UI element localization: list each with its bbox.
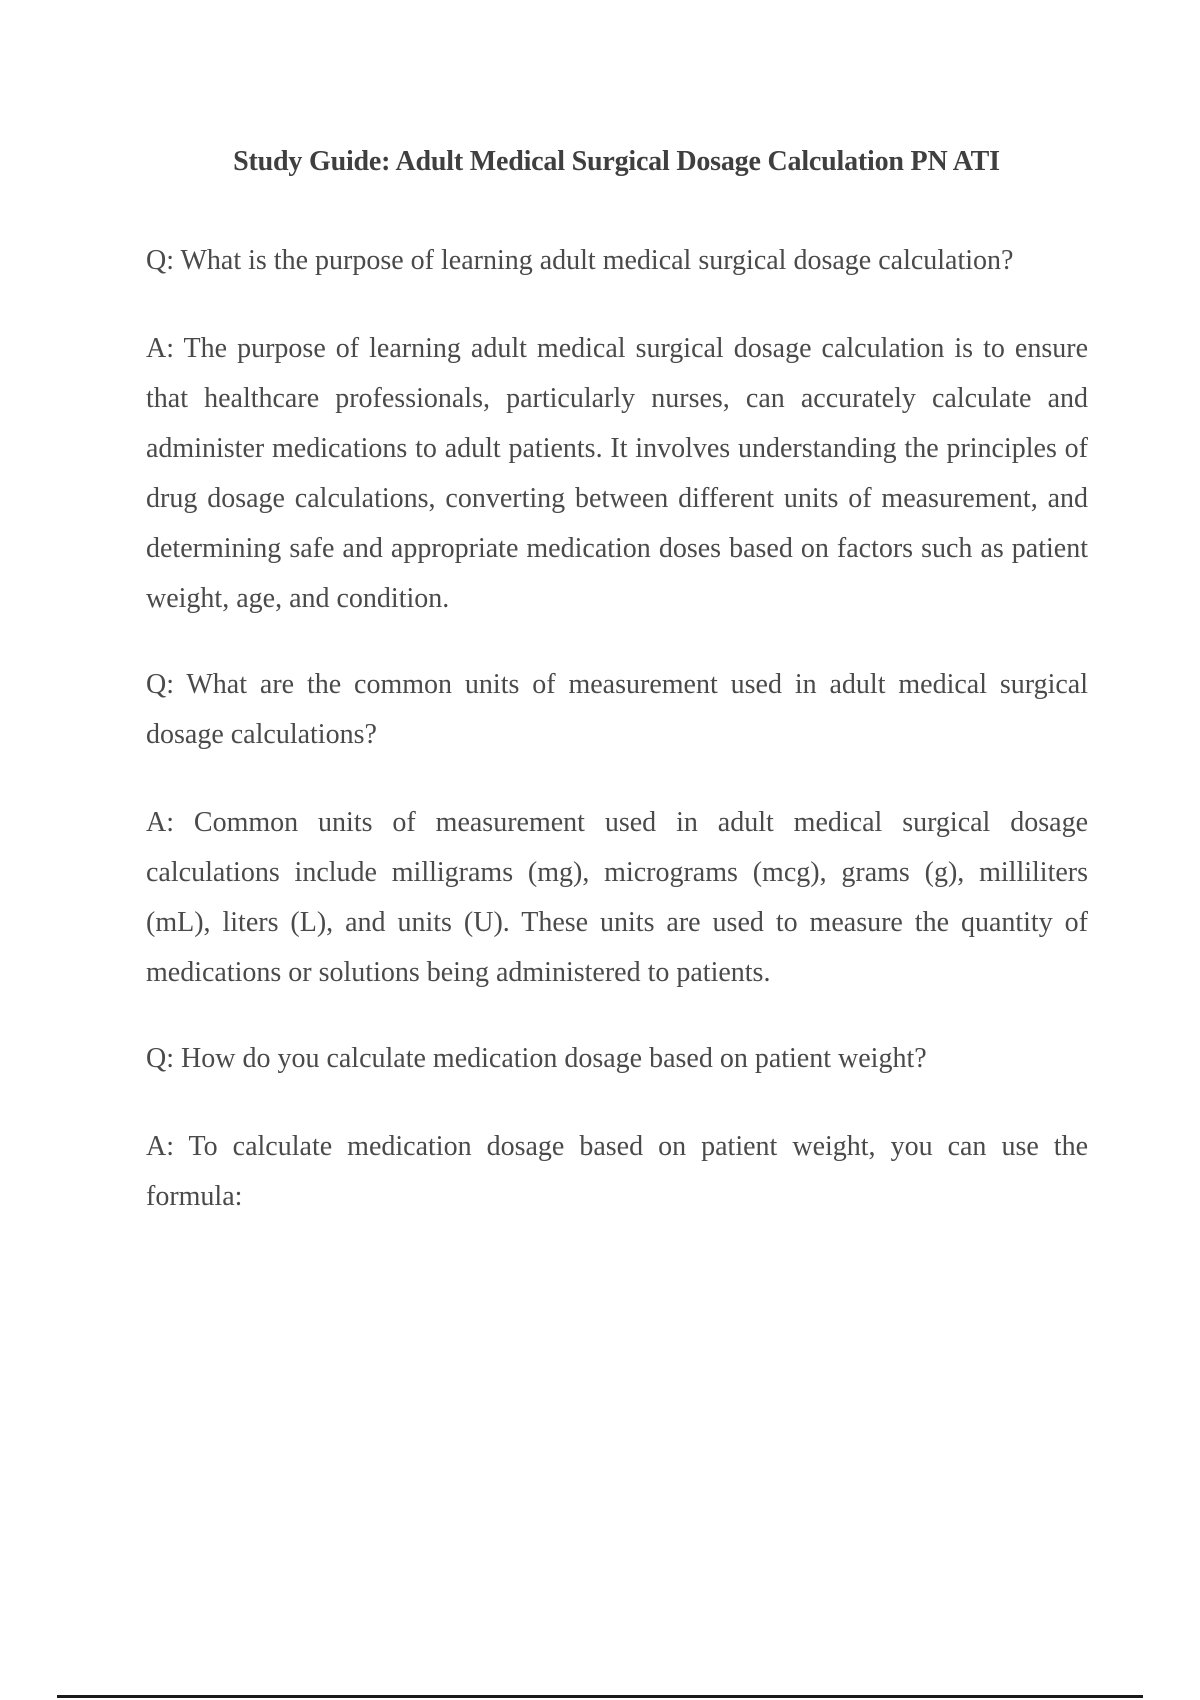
- document-body: [146, 236, 1088, 1222]
- spacer: [146, 998, 1088, 1034]
- spacer: [146, 286, 1088, 324]
- answer-2: A: Common units of measurement used in adult medical surgical dosage calculations include milligrams (mg), micrograms (mcg), grams (g), milliliters (mL), liters (L), and units (U). These units are used to measure the quantity of medications or solutions being administered to patients.: [146, 807, 1088, 988]
- page-bottom-rule: [57, 1695, 1143, 1698]
- spacer: [146, 760, 1088, 798]
- spacer: [146, 624, 1088, 660]
- document-title: Study Guide: Adult Medical Surgical Dosage Calculation PN ATI: [233, 146, 1000, 177]
- spacer: [146, 1084, 1088, 1122]
- question-1: Q: What is the purpose of learning adult medical surgical dosage calculation?: [146, 245, 1014, 276]
- answer-3: A: To calculate medication dosage based on patient weight, you can use the formula:: [146, 1131, 1088, 1212]
- answer-1: A: The purpose of learning adult medical surgical dosage calculation is to ensure that healthcare professionals, particularly nurses, can accurately calculate and administer medications to adult patients. It involves understanding the principles of drug dosage calculations, converting between different units of measurement, and determining safe and appropriate medication doses based on factors such as patient weight, age, and condition.: [146, 333, 1088, 614]
- question-3: Q: How do you calculate medication dosage based on patient weight?: [146, 1043, 927, 1074]
- question-2: Q: What are the common units of measurement used in adult medical surgical dosage calculations?: [146, 669, 1088, 750]
